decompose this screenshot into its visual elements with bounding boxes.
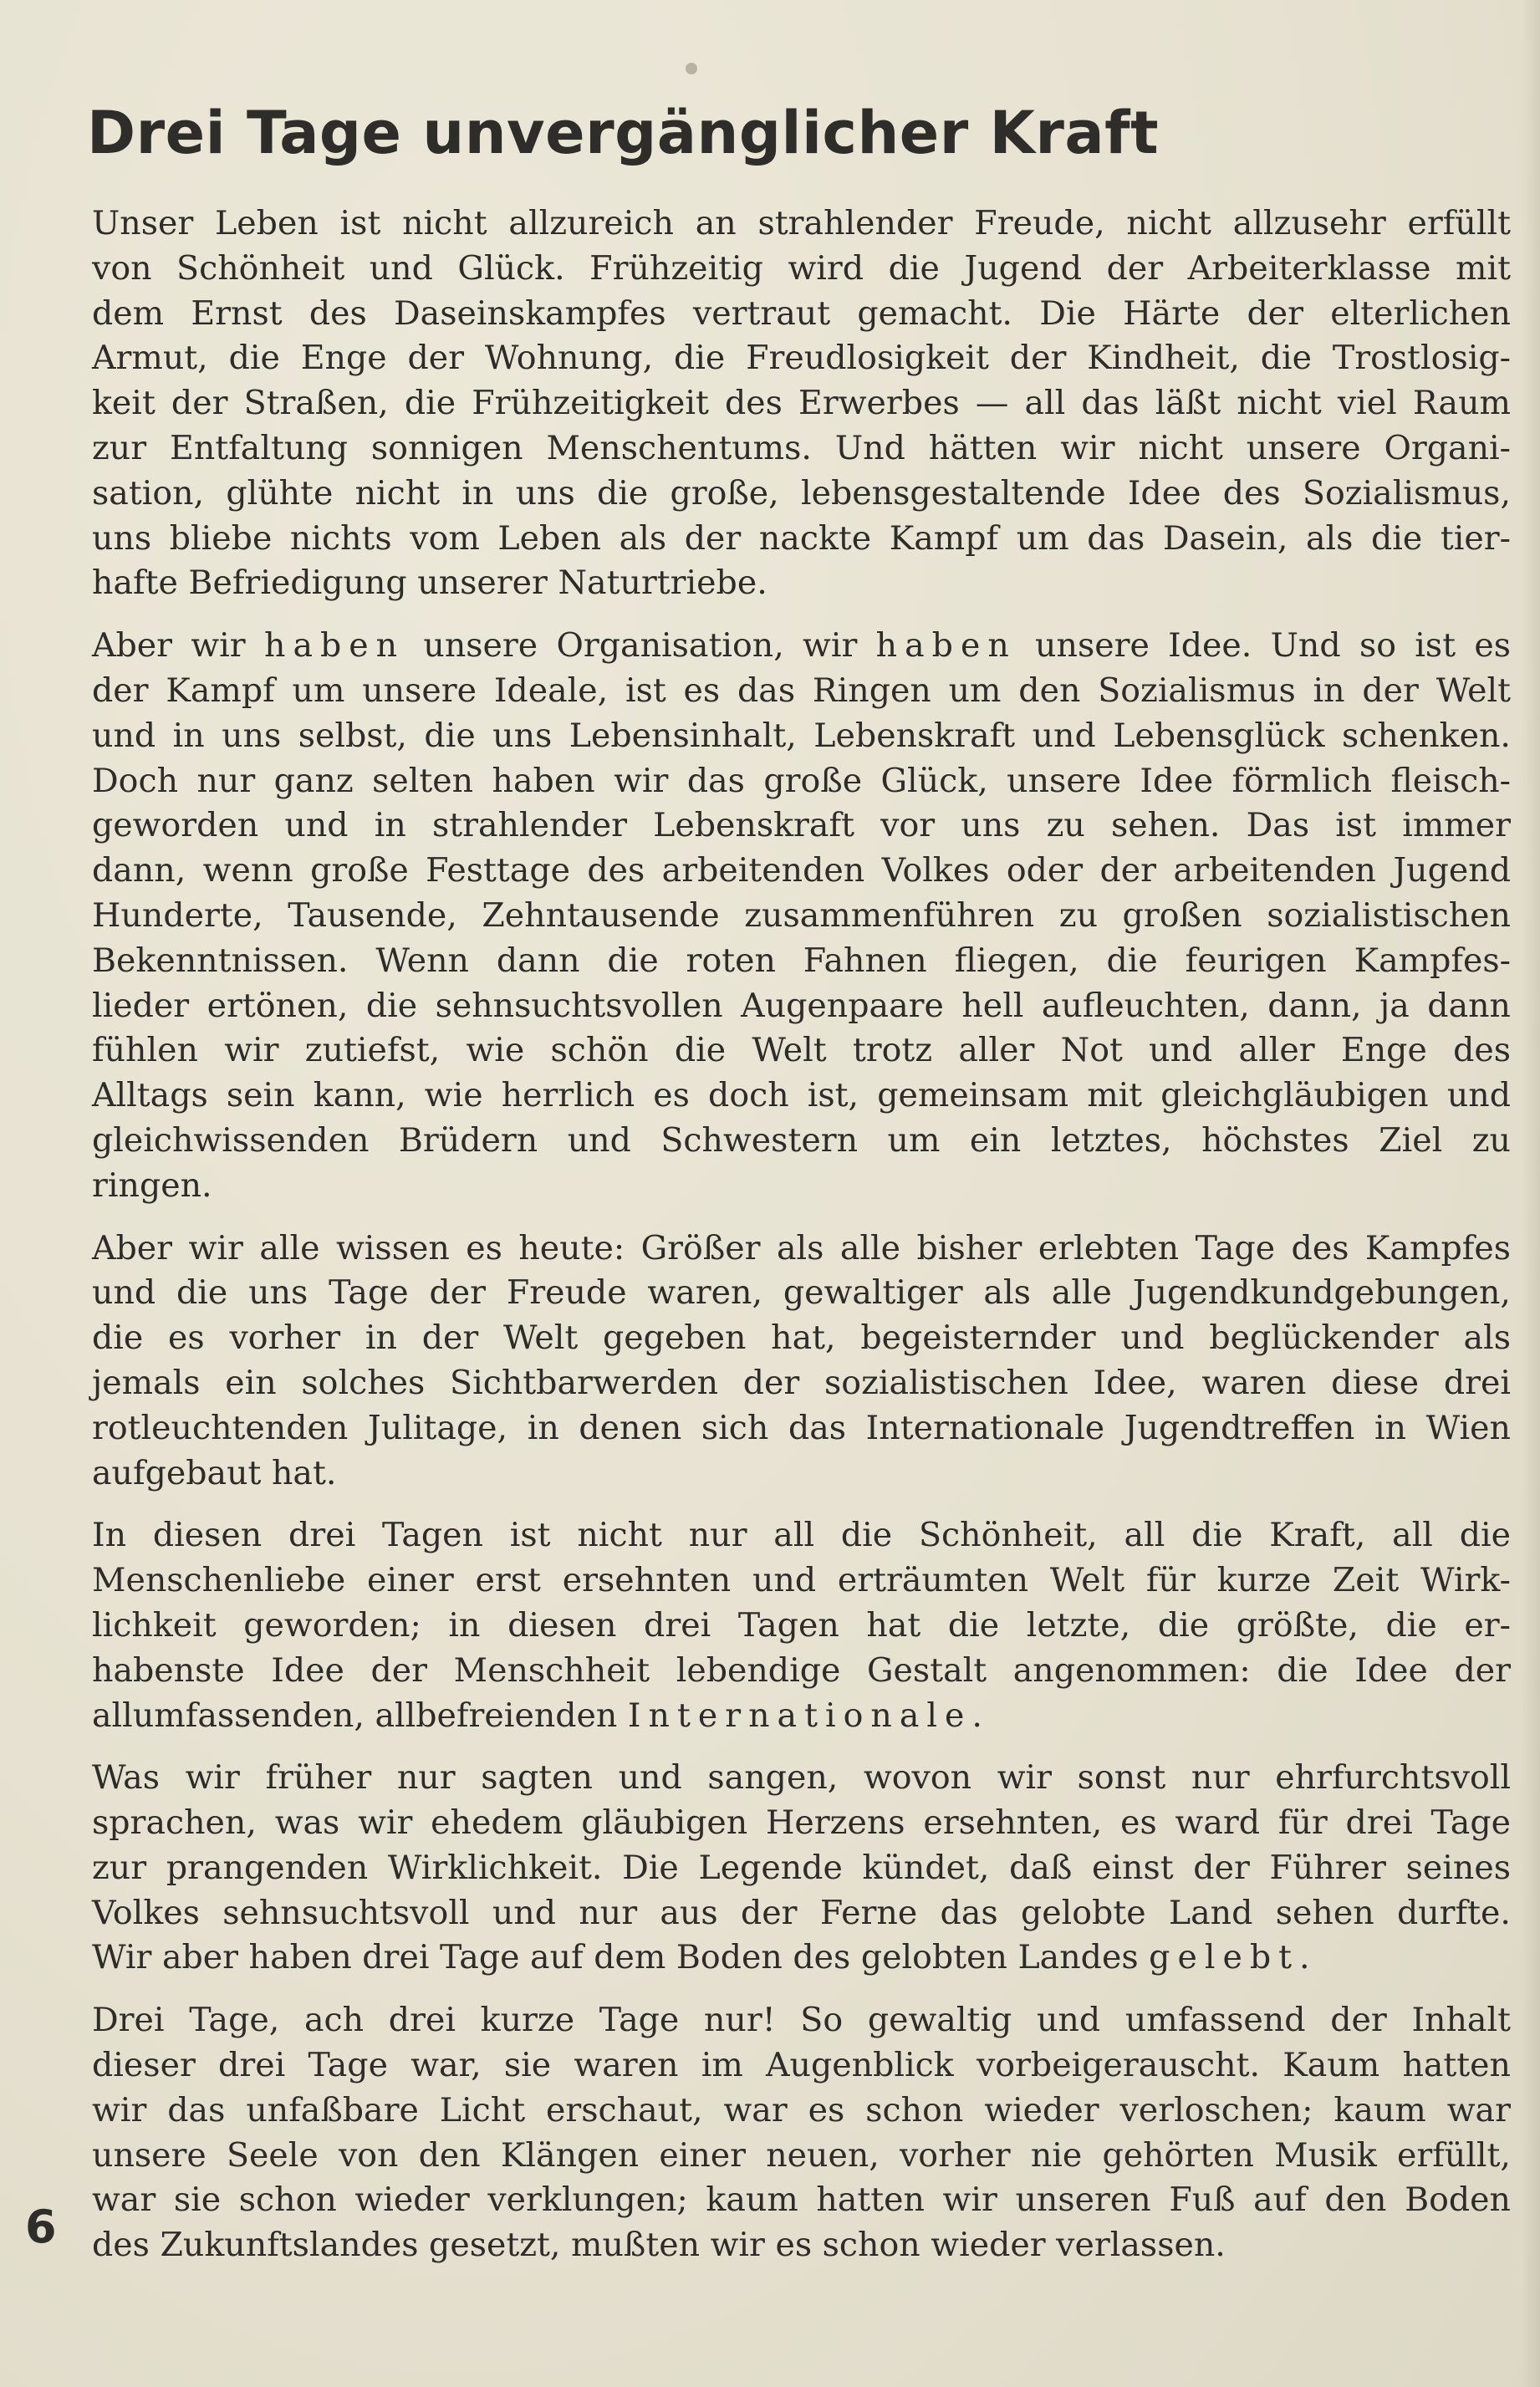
- text-line: ringen.: [92, 1165, 212, 1205]
- paragraph: [92, 1227, 1511, 1497]
- decorative-dot: [686, 63, 697, 74]
- paragraph: [92, 1513, 1511, 1738]
- text-line: allumfassenden, allbefreienden Internationale.: [92, 1696, 982, 1735]
- spaced-emphasis: haben: [875, 626, 1017, 666]
- text-line: wir das unfaßbare Licht erschaut, war es schon wieder verloschen; kaum war: [92, 2090, 1511, 2129]
- spaced-emphasis: Internationale: [627, 1696, 972, 1735]
- spaced-emphasis: gelebt: [1149, 1938, 1299, 1977]
- text-line: keit der Straßen, die Frühzeitigkeit des Erwerbes — all das läßt nicht viel Raum: [92, 384, 1511, 423]
- text-line: unsere Seele von den Klängen einer neuen, vorher nie gehörten Musik erfüllt,: [92, 2135, 1511, 2175]
- text-line: Armut, die Enge der Wohnung, die Freudlosigkeit der Kindheit, die Trostlosig-: [92, 339, 1511, 378]
- text-line: geworden und in strahlender Lebenskraft vor uns zu sehen. Das ist immer: [92, 806, 1511, 845]
- text-line: In diesen drei Tagen ist nicht nur all die Schönheit, all die Kraft, all die: [92, 1516, 1511, 1555]
- text-line: sprachen, was wir ehedem gläubigen Herzens ersehnten, es ward für drei Tage: [92, 1803, 1511, 1843]
- text-line: Menschenliebe einer erst ersehnten und erträumten Welt für kurze Zeit Wirk-: [92, 1561, 1511, 1600]
- text-line: habenste Idee der Menschheit lebendige Gestalt angenommen: die Idee der: [92, 1650, 1511, 1690]
- paragraph: [92, 1998, 1511, 2268]
- text-line: Volkes sehnsuchtsvoll und nur aus der Ferne das gelobte Land sehen durfte.: [92, 1893, 1511, 1932]
- paragraph: [92, 201, 1511, 606]
- text-line: Aber wir alle wissen es heute: Größer als alle bisher erlebten Tage des Kampfes: [92, 1228, 1511, 1267]
- text-line: Wir aber haben drei Tage auf dem Boden des gelobten Landes gelebt.: [92, 1938, 1310, 1977]
- text-line: lieder ertönen, die sehnsuchtsvollen Augenpaare hell aufleuchten, dann, ja dann: [92, 986, 1511, 1025]
- text-line: jemals ein solches Sichtbarwerden der sozialistischen Idee, waren diese drei: [92, 1363, 1511, 1402]
- text-line: war sie schon wieder verklungen; kaum hatten wir unseren Fuß auf den Boden: [92, 2180, 1511, 2220]
- spaced-emphasis: haben: [264, 626, 405, 666]
- text-line: dem Ernst des Daseinskampfes vertraut gemacht. Die Härte der elterlichen: [92, 293, 1511, 333]
- paragraph: [92, 624, 1511, 1208]
- text-line: Bekenntnissen. Wenn dann die roten Fahnen fliegen, die feurigen Kampfes-: [92, 941, 1511, 980]
- text-line: Unser Leben ist nicht allzureich an strahlender Freude, nicht allzusehr erfüllt: [92, 204, 1511, 242]
- text-line: von Schönheit und Glück. Frühzeitig wird die Jugend der Arbeiterklasse mit: [92, 248, 1511, 288]
- text-line: hafte Befriedigung unserer Naturtriebe.: [92, 564, 767, 603]
- page-number: 6: [25, 2201, 57, 2253]
- text-line: fühlen wir zutiefst, wie schön die Welt trotz aller Not und aller Enge des: [92, 1031, 1511, 1070]
- page-title: Drei Tage unvergänglicher Kraft: [87, 99, 1160, 167]
- text-line: uns bliebe nichts vom Leben als der nackte Kampf um das Dasein, als die tier-: [92, 518, 1511, 558]
- text-line: Was wir früher nur sagten und sangen, wovon wir sonst nur ehrfurchtsvoll: [92, 1758, 1511, 1798]
- text-line: dieser drei Tage war, sie waren im Augenblick vorbeigerauscht. Kaum hatten: [92, 2046, 1511, 2085]
- text-line: der Kampf um unsere Ideale, ist es das Ringen um den Sozialismus in der Welt: [92, 671, 1511, 710]
- paragraph: [92, 1756, 1511, 1981]
- article-body: [92, 201, 1511, 2286]
- text-line: lichkeit geworden; in diesen drei Tagen hat die letzte, die größte, die er-: [92, 1605, 1511, 1645]
- text-line: Drei Tage, ach drei kurze Tage nur! So gewaltig und umfassend der Inhalt: [92, 2001, 1511, 2040]
- text-line: Alltags sein kann, wie herrlich es doch ist, gemeinsam mit gleichgläubigen und: [92, 1076, 1511, 1115]
- text-line: Doch nur ganz selten haben wir das große Glück, unsere Idee förmlich fleisch-: [92, 761, 1511, 800]
- text-line: dann, wenn große Festtage des arbeitenden Volkes oder der arbeitenden Jugend: [92, 851, 1511, 890]
- text-line: des Zukunftslandes gesetzt, mußten wir es schon wieder verlassen.: [92, 2226, 1226, 2265]
- text-line: gleichwissenden Brüdern und Schwestern um ein letztes, höchstes Ziel zu: [92, 1120, 1511, 1160]
- text-line: die es vorher in der Welt gegeben hat, begeisternder und beglückender als: [92, 1318, 1511, 1358]
- text-line: Aber wir haben unsere Organisation, wir haben unsere Idee. Und so ist es: [92, 626, 1512, 666]
- text-line: zur Entfaltung sonnigen Menschentums. Und hätten wir nicht unsere Organi-: [92, 428, 1511, 467]
- text-line: Hunderte, Tausende, Zehntausende zusammenführen zu großen sozialistischen: [92, 895, 1511, 935]
- text-line: und in uns selbst, die uns Lebensinhalt, Lebenskraft und Lebensglück schenken.: [92, 716, 1511, 755]
- text-line: und die uns Tage der Freude waren, gewaltiger als alle Jugendkundgebungen,: [92, 1273, 1511, 1313]
- text-line: zur prangenden Wirklichkeit. Die Legende kündet, daß einst der Führer seines: [92, 1848, 1511, 1887]
- text-line: rotleuchtenden Julitage, in denen sich das Internationale Jugendtreffen in Wien: [92, 1408, 1511, 1447]
- text-line: aufgebaut hat.: [92, 1453, 337, 1492]
- text-line: sation, glühte nicht in uns die große, lebensgestaltende Idee des Sozialismus,: [92, 473, 1511, 513]
- page-edge-shadow: [1522, 0, 1540, 2387]
